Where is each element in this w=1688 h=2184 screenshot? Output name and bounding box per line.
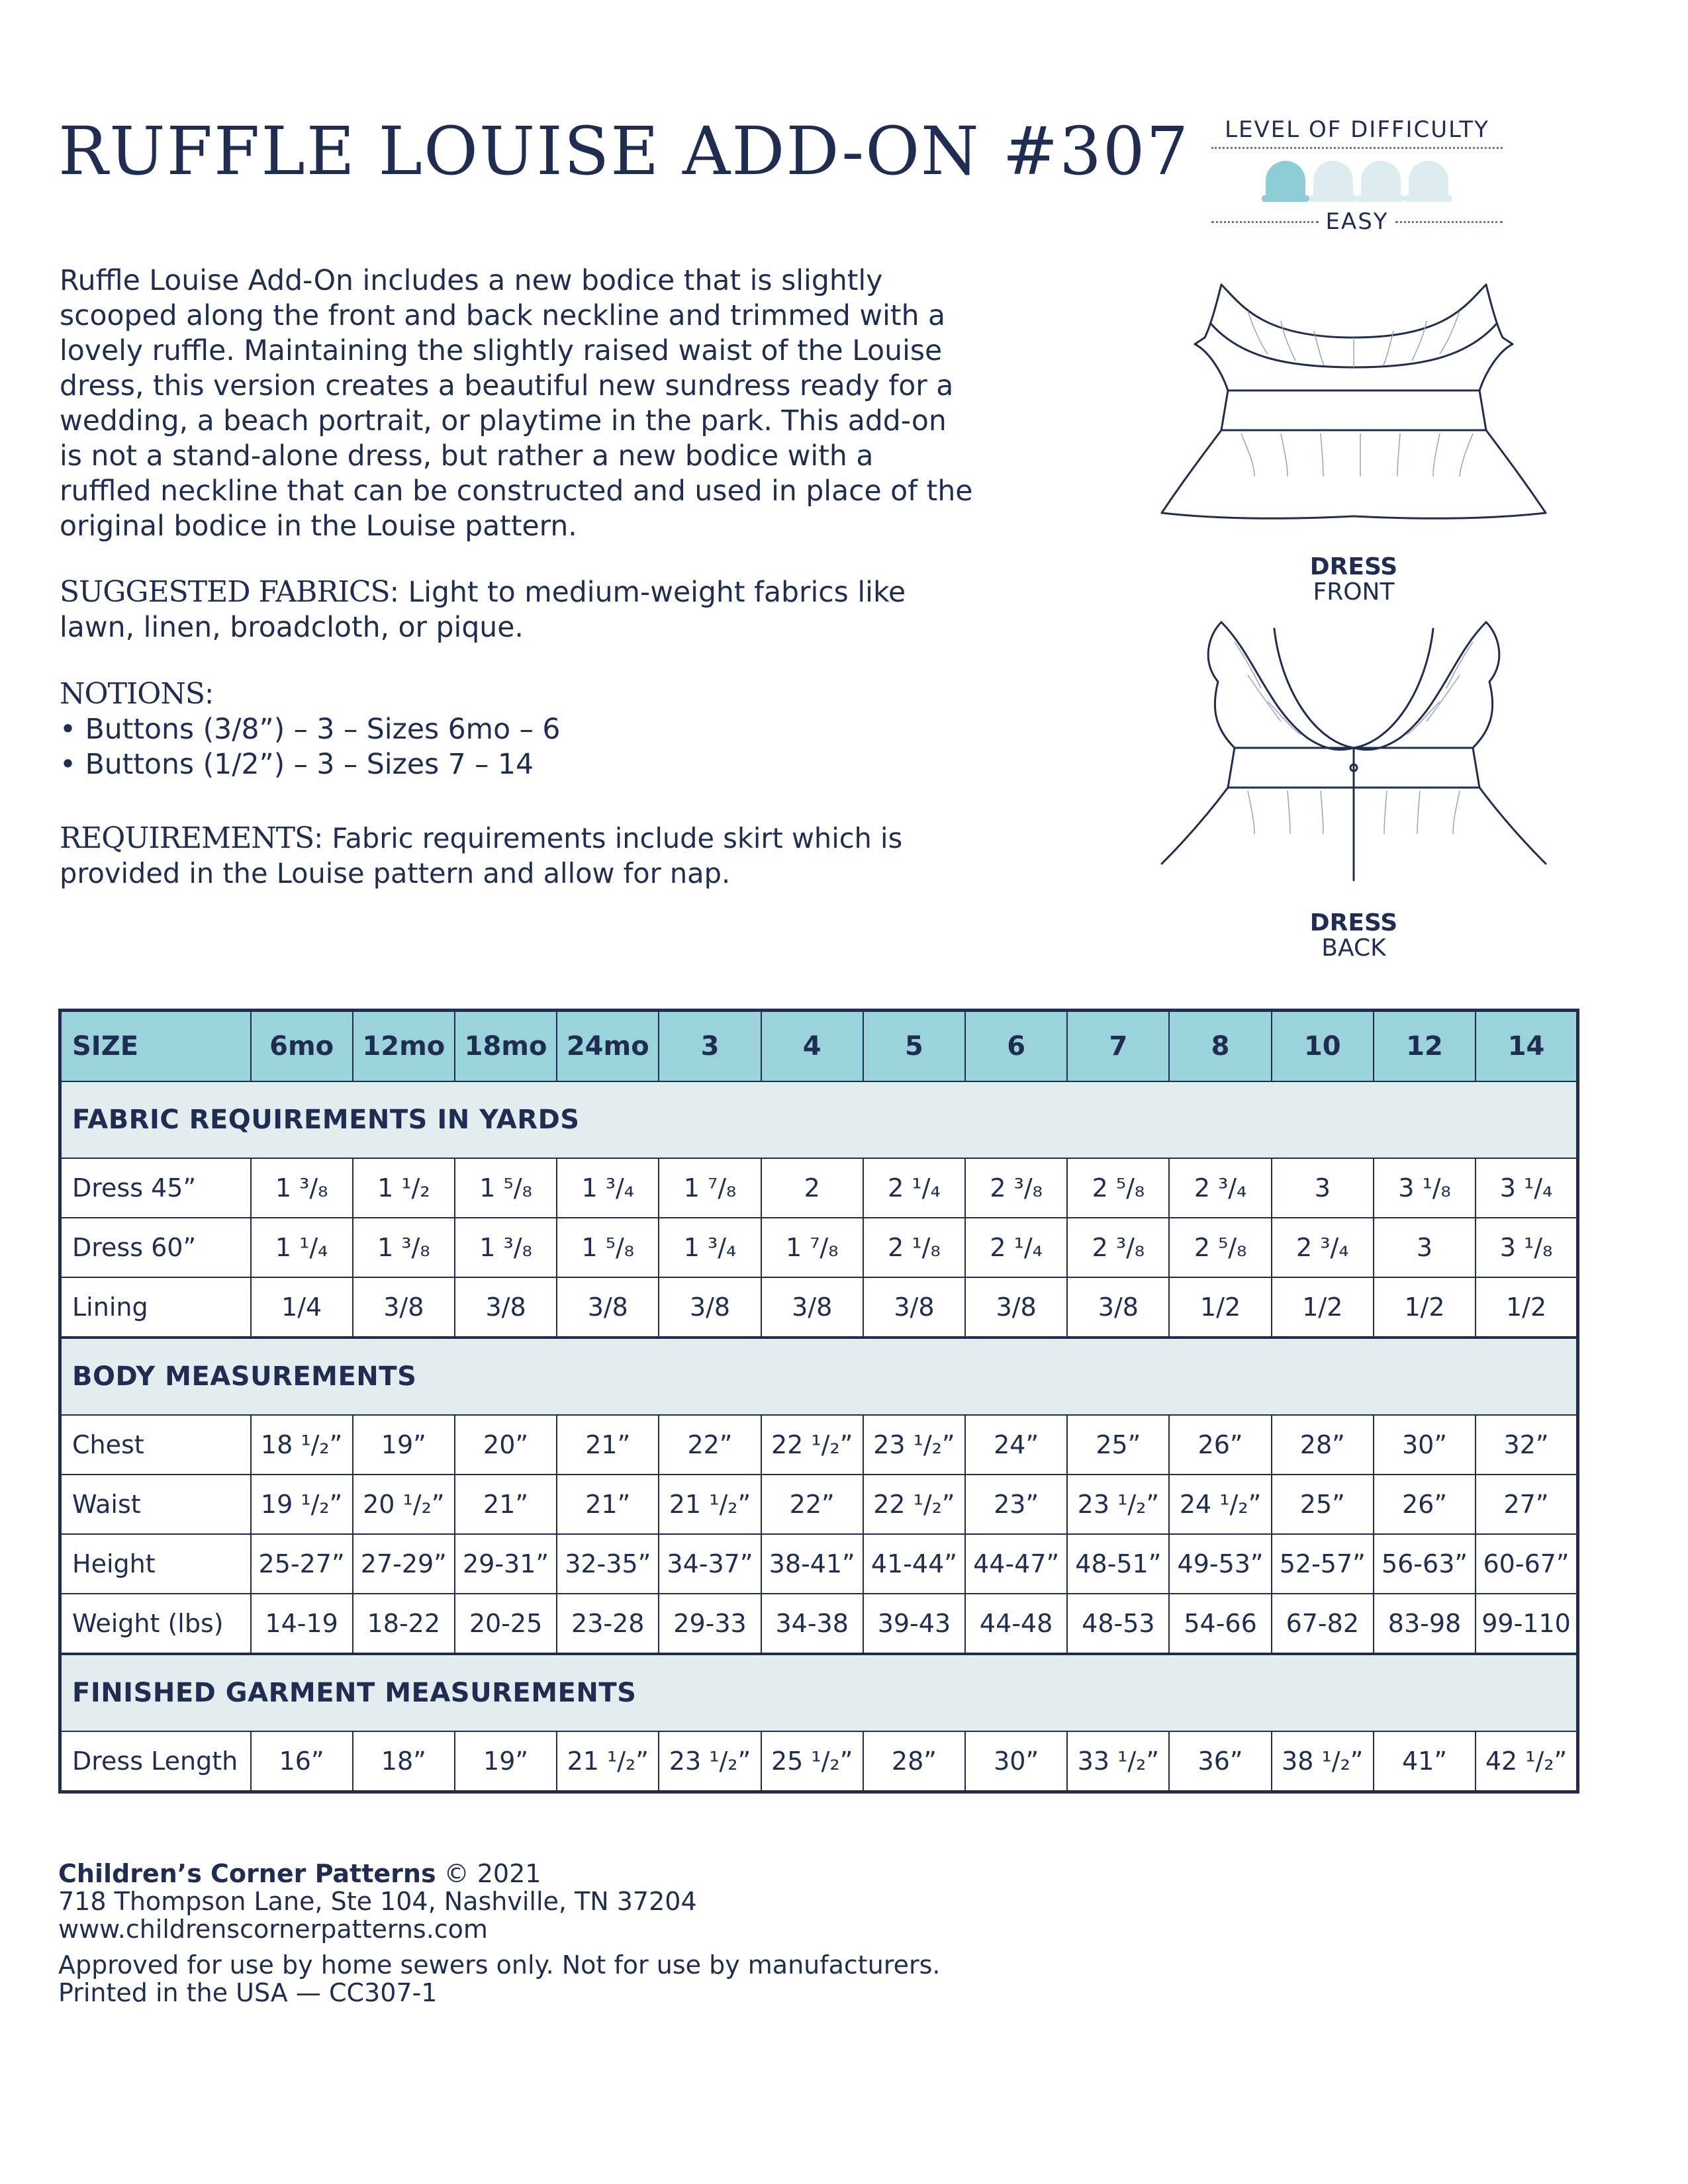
table-cell: 3/8 [455, 1277, 557, 1338]
difficulty-meter [1211, 161, 1503, 201]
table-cell: 2 ¹/₄ [863, 1158, 965, 1218]
table-cell: 38 ¹/₂” [1272, 1731, 1374, 1792]
row-label: Dress 60” [60, 1218, 251, 1277]
table-cell: 83-98 [1374, 1594, 1476, 1654]
footer-website: www.childrenscornerpatterns.com [58, 1915, 488, 1944]
difficulty-box [1211, 116, 1503, 235]
table-cell: 52-57” [1272, 1534, 1374, 1594]
table-cell: 22 ¹/₂” [761, 1415, 863, 1475]
table-cell: 44-47” [965, 1534, 1067, 1594]
table-cell: 32-35” [557, 1534, 659, 1594]
table-cell: 25” [1272, 1475, 1374, 1534]
table-cell: 30” [965, 1731, 1067, 1792]
table-cell: 19” [455, 1731, 557, 1792]
table-cell: 3/8 [557, 1277, 659, 1338]
table-row [60, 1594, 1578, 1654]
notion-item: • Buttons (1/2”) – 3 – Sizes 7 – 14 [60, 749, 534, 781]
table-cell: 24” [965, 1415, 1067, 1475]
dress-front-caption [1155, 555, 1552, 605]
table-cell: 1/4 [251, 1277, 353, 1338]
table-cell: 28” [863, 1731, 965, 1792]
table-cell: 21 ¹/₂” [659, 1475, 761, 1534]
suggested-fabrics-label: SUGGESTED FABRICS [60, 575, 390, 609]
table-cell: 2 ³/₈ [965, 1158, 1067, 1218]
requirements-text: : Fabric requirements include skirt which is provided in the Louise pattern and allow for nap. [60, 822, 903, 889]
table-cell: 48-51” [1067, 1534, 1169, 1594]
table-cell: 29-33 [659, 1594, 761, 1654]
suggested-fabrics-text: : Light to medium-weight fabrics like lawn, linen, broadcloth, or pique. [60, 576, 906, 644]
intro-paragraph: Ruffle Louise Add-On includes a new bodice that is slightly scooped along the front and back neckline and trimmed with a lovely ruffle. Maintaining the slightly raised waist of the Louise dress, this version creates a beautiful new sundress ready for a wedding, a beach portrait, or playtime in the park. This add-on is not a stand-alone dress, but rather a new bodice with a ruffled neckline that can be constructed and used in place of the original bodice in the Louise pattern. [60, 265, 973, 543]
table-cell: 27” [1476, 1475, 1577, 1534]
row-label: Chest [60, 1415, 251, 1475]
table-cell: 3 ¹/₄ [1476, 1158, 1577, 1218]
footer-notice: Approved for use by home sewers only. Not for use by manufacturers. [58, 1950, 941, 1979]
dress-back-caption-bold: DRESS [1309, 909, 1398, 936]
table-row [60, 1534, 1578, 1594]
size-header-label: SIZE [60, 1011, 251, 1082]
table-cell: 2 ¹/₄ [965, 1218, 1067, 1277]
page-title: RUFFLE LOUISE ADD-ON #307 [58, 113, 1190, 190]
footer-address: 718 Thompson Lane, Ste 104, Nashville, TN 37204 [58, 1887, 697, 1916]
table-cell: 23 ¹/₂” [863, 1415, 965, 1475]
dress-back-caption-light: BACK [1321, 934, 1386, 962]
table-cell: 18” [353, 1731, 455, 1792]
table-cell: 1 ³/₈ [251, 1158, 353, 1218]
table-cell: 3/8 [761, 1277, 863, 1338]
table-cell: 1 ⁷/₈ [761, 1218, 863, 1277]
table-cell: 38-41” [761, 1534, 863, 1594]
footer-contact [58, 1860, 697, 1943]
notions-label: NOTIONS [60, 677, 205, 711]
table-row [60, 1415, 1578, 1475]
table-cell: 34-37” [659, 1534, 761, 1594]
table-cell: 60-67” [1476, 1534, 1577, 1594]
table-cell: 99-110 [1476, 1594, 1577, 1654]
row-label: Waist [60, 1475, 251, 1534]
section-title: BODY MEASUREMENTS [60, 1338, 1578, 1415]
table-cell: 18-22 [353, 1594, 455, 1654]
table-cell: 21” [455, 1475, 557, 1534]
table-cell: 23” [965, 1475, 1067, 1534]
size-header-cell: 12mo [353, 1011, 455, 1082]
table-cell: 14-19 [251, 1594, 353, 1654]
notions-suffix: : [205, 678, 214, 711]
dress-back-illustration [1155, 615, 1552, 893]
section-title: FABRIC REQUIREMENTS IN YARDS [60, 1081, 1578, 1158]
table-cell: 20” [455, 1415, 557, 1475]
size-header-cell: 5 [863, 1011, 965, 1082]
table-cell: 1 ¹/₄ [251, 1218, 353, 1277]
table-cell: 39-43 [863, 1594, 965, 1654]
table-cell: 1/2 [1272, 1277, 1374, 1338]
table-cell: 1 ³/₄ [557, 1158, 659, 1218]
table-cell: 1 ³/₄ [659, 1218, 761, 1277]
table-cell: 26” [1374, 1475, 1476, 1534]
table-cell: 27-29” [353, 1534, 455, 1594]
table-cell: 23-28 [557, 1594, 659, 1654]
section-row [60, 1338, 1578, 1415]
row-label: Height [60, 1534, 251, 1594]
suggested-fabrics [60, 574, 973, 645]
dress-front-caption-bold: DRESS [1309, 553, 1398, 580]
table-cell: 48-53 [1067, 1594, 1169, 1654]
table-cell: 22” [761, 1475, 863, 1534]
table-cell: 42 ¹/₂” [1476, 1731, 1577, 1792]
table-cell: 23 ¹/₂” [659, 1731, 761, 1792]
table-cell: 56-63” [1374, 1534, 1476, 1594]
section-title: FINISHED GARMENT MEASUREMENTS [60, 1654, 1578, 1731]
table-cell: 28” [1272, 1415, 1374, 1475]
table-cell: 1 ⁷/₈ [659, 1158, 761, 1218]
table-cell: 49-53” [1169, 1534, 1271, 1594]
row-label: Lining [60, 1277, 251, 1338]
requirements [60, 821, 973, 891]
table-cell: 2 ⁵/₈ [1067, 1158, 1169, 1218]
table-row [60, 1218, 1578, 1277]
size-header-cell: 14 [1476, 1011, 1577, 1082]
table-cell: 16” [251, 1731, 353, 1792]
table-cell: 1 ³/₈ [455, 1218, 557, 1277]
difficulty-level [1211, 208, 1503, 235]
thimble-icon [1313, 161, 1353, 201]
size-header-cell: 3 [659, 1011, 761, 1082]
size-header-cell: 6mo [251, 1011, 353, 1082]
table-cell: 23 ¹/₂” [1067, 1475, 1169, 1534]
table-cell: 19” [353, 1415, 455, 1475]
table-row [60, 1277, 1578, 1338]
table-cell: 33 ¹/₂” [1067, 1731, 1169, 1792]
table-cell: 26” [1169, 1415, 1271, 1475]
table-cell: 1 ⁵/₈ [455, 1158, 557, 1218]
table-cell: 3 [1374, 1218, 1476, 1277]
size-header-cell: 12 [1374, 1011, 1476, 1082]
section-row [60, 1654, 1578, 1731]
section-row [60, 1081, 1578, 1158]
table-cell: 22” [659, 1415, 761, 1475]
table-cell: 1 ³/₈ [353, 1218, 455, 1277]
dress-back-caption [1155, 911, 1552, 961]
footer-notice-block [58, 1951, 940, 2007]
table-cell: 21 ¹/₂” [557, 1731, 659, 1792]
table-cell: 67-82 [1272, 1594, 1374, 1654]
thimble-icon [1266, 161, 1305, 201]
requirements-label: REQUIREMENTS [60, 821, 314, 855]
table-cell: 41-44” [863, 1534, 965, 1594]
size-header-cell: 4 [761, 1011, 863, 1082]
table-cell: 1 ⁵/₈ [557, 1218, 659, 1277]
table-row [60, 1475, 1578, 1534]
table-cell: 3 ¹/₈ [1476, 1218, 1577, 1277]
table-cell: 2 [761, 1158, 863, 1218]
size-header-cell: 6 [965, 1011, 1067, 1082]
size-header-cell: 24mo [557, 1011, 659, 1082]
table-cell: 2 ¹/₈ [863, 1218, 965, 1277]
table-row [60, 1158, 1578, 1218]
thimble-icon [1409, 161, 1448, 201]
table-cell: 21” [557, 1475, 659, 1534]
size-chart-table [58, 1009, 1579, 1794]
table-cell: 36” [1169, 1731, 1271, 1792]
table-cell: 3 ¹/₈ [1374, 1158, 1476, 1218]
dress-front-caption-light: FRONT [1313, 578, 1395, 606]
table-cell: 25” [1067, 1415, 1169, 1475]
footer-printed: Printed in the USA — CC307-1 [58, 1978, 438, 2007]
table-cell: 21” [557, 1415, 659, 1475]
table-cell: 1/2 [1476, 1277, 1577, 1338]
table-cell: 3/8 [863, 1277, 965, 1338]
notion-item: • Buttons (3/8”) – 3 – Sizes 6mo – 6 [60, 713, 561, 746]
table-cell: 54-66 [1169, 1594, 1271, 1654]
table-cell: 30” [1374, 1415, 1476, 1475]
table-cell: 18 ¹/₂” [251, 1415, 353, 1475]
table-cell: 2 ³/₄ [1169, 1158, 1271, 1218]
footer-copyright: © 2021 [436, 1859, 541, 1888]
table-cell: 44-48 [965, 1594, 1067, 1654]
size-header-cell: 8 [1169, 1011, 1271, 1082]
row-label: Dress 45” [60, 1158, 251, 1218]
table-cell: 20-25 [455, 1594, 557, 1654]
table-cell: 19 ¹/₂” [251, 1475, 353, 1534]
difficulty-level-text: EASY [1325, 208, 1389, 235]
row-label: Dress Length [60, 1731, 251, 1792]
size-header-cell: 10 [1272, 1011, 1374, 1082]
table-cell: 3/8 [659, 1277, 761, 1338]
table-cell: 2 ⁵/₈ [1169, 1218, 1271, 1277]
table-cell: 3/8 [353, 1277, 455, 1338]
dress-front-illustration [1155, 258, 1552, 549]
table-cell: 1/2 [1169, 1277, 1271, 1338]
table-cell: 24 ¹/₂” [1169, 1475, 1271, 1534]
table-header-row [60, 1011, 1578, 1082]
table-cell: 2 ³/₄ [1272, 1218, 1374, 1277]
thimble-icon [1361, 161, 1401, 201]
table-cell: 34-38 [761, 1594, 863, 1654]
size-header-cell: 18mo [455, 1011, 557, 1082]
table-cell: 41” [1374, 1731, 1476, 1792]
table-cell: 32” [1476, 1415, 1577, 1475]
table-cell: 2 ³/₈ [1067, 1218, 1169, 1277]
table-row [60, 1731, 1578, 1792]
table-cell: 3 [1272, 1158, 1374, 1218]
notions [60, 676, 973, 782]
row-label: Weight (lbs) [60, 1594, 251, 1654]
table-cell: 3/8 [1067, 1277, 1169, 1338]
difficulty-title: LEVEL OF DIFFICULTY [1211, 116, 1503, 149]
footer-company: Children’s Corner Patterns [58, 1859, 436, 1888]
table-cell: 20 ¹/₂” [353, 1475, 455, 1534]
table-cell: 29-31” [455, 1534, 557, 1594]
table-cell: 3/8 [965, 1277, 1067, 1338]
table-cell: 1 ¹/₂ [353, 1158, 455, 1218]
size-header-cell: 7 [1067, 1011, 1169, 1082]
table-cell: 22 ¹/₂” [863, 1475, 965, 1534]
table-cell: 1/2 [1374, 1277, 1476, 1338]
table-cell: 25-27” [251, 1534, 353, 1594]
table-cell: 25 ¹/₂” [761, 1731, 863, 1792]
